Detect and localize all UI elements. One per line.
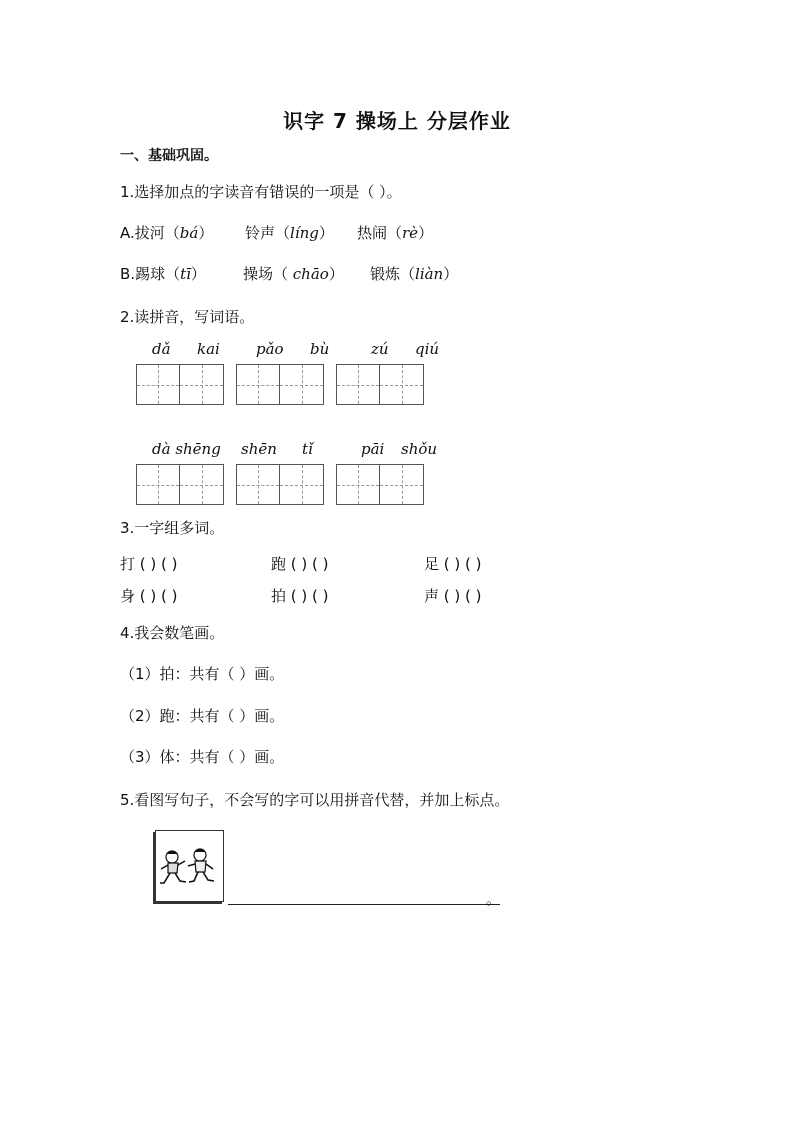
writing-cell[interactable] — [336, 464, 380, 505]
pinyin-label: zú — [371, 340, 389, 358]
option-a-close-3: ） — [418, 224, 434, 242]
writing-grid[interactable] — [136, 364, 224, 405]
stroke-count-item: （1）拍：共有（ ）画。 — [120, 665, 285, 683]
page-title: 识字 7 操场上 分层作业 — [283, 109, 511, 133]
pinyin-label: shǒu — [401, 440, 438, 458]
writing-cell[interactable] — [280, 464, 324, 505]
option-b-item-2 — [243, 263, 344, 284]
option-b-item-3 — [370, 263, 458, 284]
writing-grid[interactable] — [336, 464, 424, 505]
option-b-word-1: 踢球（ — [135, 265, 181, 283]
writing-grid[interactable] — [236, 364, 324, 405]
writing-cell[interactable] — [136, 464, 180, 505]
option-a-word-3: 热闹（ — [357, 224, 403, 242]
option-b-close-2: ） — [328, 265, 344, 283]
pinyin-label: pāi — [361, 440, 385, 458]
section-heading: 一、基础巩固。 — [120, 148, 218, 164]
char-item — [424, 585, 482, 606]
char-item — [271, 585, 329, 606]
writing-cell[interactable] — [236, 464, 280, 505]
pinyin-label: kai — [197, 340, 220, 358]
stroke-count-item: （3）体：共有（ ）画。 — [120, 748, 285, 766]
writing-grid[interactable] — [336, 364, 424, 405]
writing-grid[interactable] — [236, 464, 324, 505]
writing-grid[interactable] — [136, 464, 224, 505]
option-b-word-3: 锻炼（ — [370, 265, 416, 283]
char-label: 身 — [120, 587, 136, 605]
option-b-close-3: ） — [443, 265, 459, 283]
writing-cell[interactable] — [380, 464, 424, 505]
option-b-label: B. — [120, 265, 136, 283]
illustration-running-boys — [155, 830, 224, 902]
question-3-prompt: 3.一字组多词。 — [120, 519, 225, 537]
pinyin-label: bù — [310, 340, 330, 358]
sentence-end-mark: 。 — [486, 890, 502, 908]
char-label: 跑 — [271, 555, 287, 573]
answer-blanks[interactable]: ( ) ( ) — [443, 555, 482, 573]
pinyin-label: shēn — [241, 440, 277, 458]
question-5-prompt: 5.看图写句子，不会写的字可以用拼音代替，并加上标点。 — [120, 791, 510, 809]
writing-cell[interactable] — [236, 364, 280, 405]
pinyin-label: pǎo — [256, 340, 284, 358]
writing-cell[interactable] — [336, 364, 380, 405]
question-4-prompt: 4.我会数笔画。 — [120, 624, 225, 642]
option-a-word-1: 拔河（ — [134, 224, 180, 242]
pinyin-label: dǎ — [152, 340, 171, 358]
option-a — [120, 222, 213, 243]
char-item — [120, 585, 178, 606]
char-label: 声 — [424, 587, 440, 605]
char-label: 足 — [424, 555, 440, 573]
pinyin-label: tǐ — [302, 440, 313, 458]
option-a-item-3 — [357, 222, 433, 243]
option-b-pinyin-1: tī — [180, 265, 191, 283]
char-item — [424, 553, 482, 574]
char-label: 拍 — [271, 587, 287, 605]
option-b-pinyin-3: liàn — [415, 265, 444, 283]
option-a-label: A. — [120, 224, 135, 242]
option-b — [120, 263, 206, 284]
question-1-prompt: 1.选择加点的字读音有错误的一项是（ ）。 — [120, 183, 402, 201]
question-2-prompt: 2.读拼音，写词语。 — [120, 308, 255, 326]
writing-cell[interactable] — [180, 464, 224, 505]
running-boys-illustration — [156, 831, 223, 901]
answer-blanks[interactable]: ( ) ( ) — [290, 587, 329, 605]
option-b-word-2: 操场（ — [243, 265, 293, 283]
answer-blanks[interactable]: ( ) ( ) — [139, 587, 178, 605]
option-a-close-2: ） — [318, 224, 334, 242]
option-a-pinyin-1: bá — [179, 224, 199, 242]
option-a-item-2 — [245, 222, 334, 243]
char-item — [120, 553, 178, 574]
option-a-word-2: 铃声（ — [245, 224, 291, 242]
option-a-close-1: ） — [198, 224, 214, 242]
writing-cell[interactable] — [136, 364, 180, 405]
answer-blanks[interactable]: ( ) ( ) — [443, 587, 482, 605]
stroke-count-item: （2）跑：共有（ ）画。 — [120, 707, 285, 725]
option-a-pinyin-3: rè — [402, 224, 419, 242]
option-b-close-1: ） — [190, 265, 206, 283]
answer-blanks[interactable]: ( ) ( ) — [290, 555, 329, 573]
pinyin-label: dà shēng — [152, 440, 221, 458]
writing-cell[interactable] — [180, 364, 224, 405]
writing-cell[interactable] — [280, 364, 324, 405]
answer-blanks[interactable]: ( ) ( ) — [139, 555, 178, 573]
char-item — [271, 553, 329, 574]
pinyin-label: qiú — [415, 340, 440, 358]
char-label: 打 — [120, 555, 136, 573]
writing-cell[interactable] — [380, 364, 424, 405]
option-a-pinyin-2: líng — [290, 224, 319, 242]
option-b-pinyin-2: chāo — [292, 265, 329, 283]
answer-line[interactable] — [228, 904, 500, 905]
